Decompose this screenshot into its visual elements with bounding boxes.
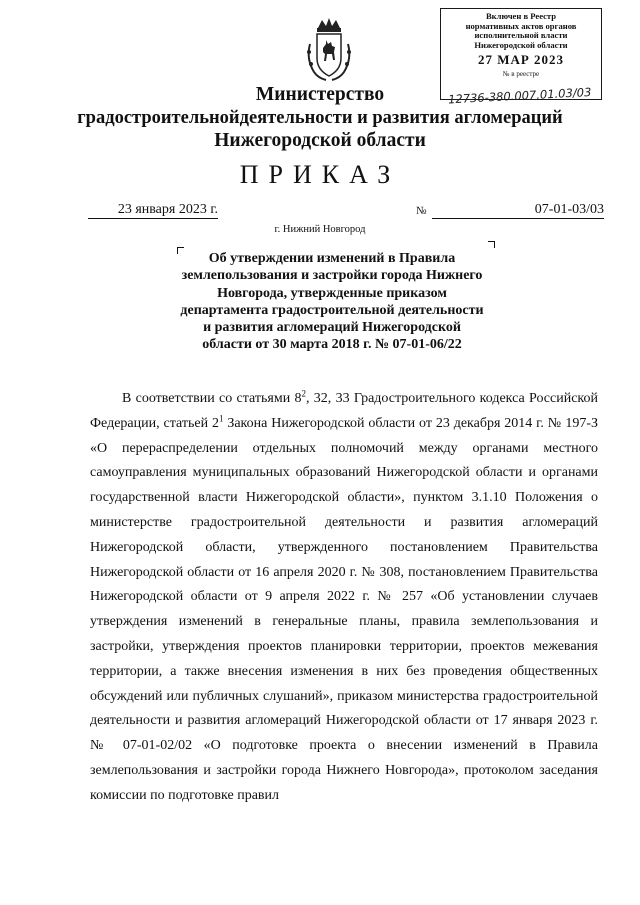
ministry-name-line-3: Нижегородской области — [214, 130, 426, 151]
ministry-name-line-1: Министерство — [255, 84, 385, 105]
body-text-part-2: , 32, 33 Градостроительного кодекса Российской Федерации, статьей 2 — [90, 391, 598, 431]
order-city: г. Нижний Новгород — [274, 224, 366, 235]
body-paragraph — [90, 387, 598, 809]
stamp-line-3: исполнительной власти — [474, 30, 568, 40]
nizhny-novgorod-coat-of-arms-icon — [304, 14, 354, 84]
order-date: 23 января 2023 г. — [88, 202, 218, 219]
stamp-registry-number: 12736-380.007.01.03/03 — [447, 84, 592, 107]
subject-corner-right — [488, 241, 495, 248]
ministry-name-line-2: градостроительнойдеятельности и развития агломераций — [77, 108, 563, 128]
stamp-line-1: Включен в Реестр — [485, 11, 557, 21]
order-title: ПРИКАЗ — [239, 160, 401, 189]
order-body — [90, 387, 598, 809]
body-superscript-2: 1 — [218, 413, 224, 424]
stamp-line-2: нормативных актов органов — [465, 20, 577, 31]
order-number-label: № — [416, 205, 427, 217]
body-superscript-1: 2 — [301, 388, 306, 399]
stamp-registry-label: № в реестре — [502, 70, 540, 78]
stamp-line-4: Нижегородской области — [474, 39, 568, 50]
stamp-date: 27 МАР 2023 — [477, 52, 565, 67]
order-number: 07-01-03/03 — [432, 202, 604, 219]
order-subject: Об утверждении изменений в Правила землепользования и застройки города Нижнего Новгорода, утвержденные приказом департамента градостроительной деятельности и развития агломераций Нижегородской области от 30 марта 2018 г. № 07-01-06/22 — [180, 251, 484, 353]
body-text-part-1: В соответствии со статьями 8 — [122, 391, 302, 406]
body-text-part-3: Закона Нижегородской области от 23 декабря 2014 г. № 197-З «О перераспределении отдельных полномочий между органами местного самоуправления муниципальных образований Нижегородской области и органами государственной власти Нижегородской области», пунктом 3.1.10 Положения о министерстве градостроительной деятельности и развития агломераций Нижегородской области, утвержденного постановлением Правительства Нижегородской области от 16 апреля 2020 г. № 308, постановлением Правительства Нижегородской области от 9 апреля 2022 г. № 257 «Об установлении случаев утверждения изменений в генеральные планы, правила землепользования и застройки, утверждения проектов планировки территории, проектов межевания территории, а также внесения изменения в них без проведения общественных обсуждений или публичных слушаний», приказом министерства градостроительной деятельности и развития агломераций Нижегородской области от 17 января 2023 г. № 07-01-02/02 «О подготовке проекта о внесении изменений в Правила землепользования и застройки города Нижнего Новгорода», протоколом заседания комиссии по подготовке правил — [90, 415, 599, 803]
